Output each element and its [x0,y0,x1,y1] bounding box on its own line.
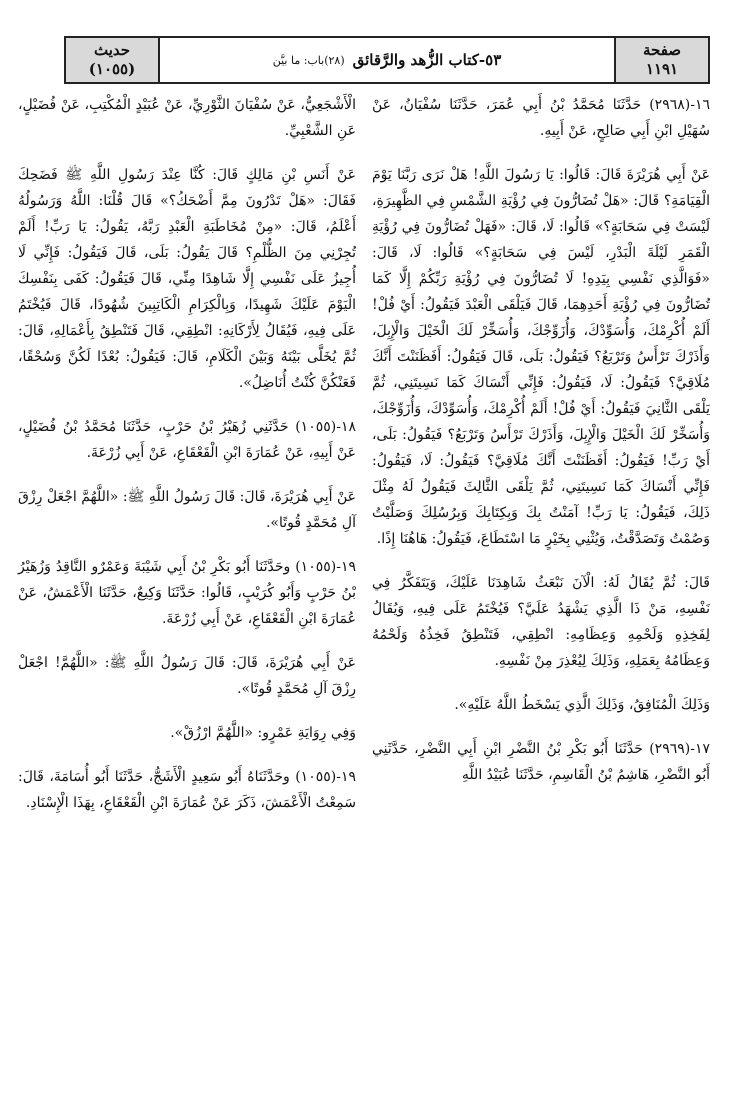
hadith-text: قَالَ: ثُمَّ يُقَالُ لَهُ: الْآنَ نَبْعَثُ شَاهِدَنَا عَلَيْكَ، وَيَتَفَكَّرُ فِي نَفْسِهِ، مَنْ ذَا الَّذِي يَشْهَدُ عَلَيَّ؟ فَيُخْتَمُ عَلَى فِيهِ، وَيُقَالُ لِفَخِذِهِ وَلَحْمِهِ وَعِظَامِهِ: انْطِقِي، فَتَنْطِقُ فَخِذُهُ وَلَحْمُهُ وَعِظَامُهُ بِعَمَلِهِ، وَذَلِكَ لِيُعْذِرَ مِنْ نَفْسِهِ. [372,575,710,669]
chapter-title: (٢٨)باب: ما بيَّن [272,53,345,67]
hadith-number-box [66,38,160,82]
left-column [18,92,356,834]
header-title [160,38,614,82]
hadith-isnad: الْأَشْجَعِيُّ، عَنْ سُفْيَانَ الثَّوْرِيِّ، عَنْ عُبَيْدٍ الْمُكْتِبِ، عَنْ فُضَيْلٍ، عَنِ الشَّعْبِيِّ. [18,97,356,139]
hadith-text: وَذَلِكَ الْمُنَافِقُ، وَذَلِكَ الَّذِي يَسْخَطُ اللَّهُ عَلَيْهِ». [454,697,710,713]
hadith-text: عَنْ أَبِي هُرَيْرَةَ قَالَ: قَالُوا: يَا رَسُولَ اللَّهِ! هَلْ نَرَى رَبَّنَا يَوْمَ الْقِيَامَةِ؟ قَالَ: «هَلْ تُضَارُّونَ فِي رُؤْيَةِ الشَّمْسِ فِي الظَّهِيرَةِ، لَيْسَتْ فِي سَحَابَةٍ؟» قَالُوا: لَا، قَالَ: «فَهَلْ تُضَارُّونَ فِي رُؤْيَةِ الْقَمَرِ لَيْلَةَ الْبَدْرِ، لَيْسَ فِي سَحَابَةٍ؟» قَالُوا: لَا، قَالَ: «فَوَالَّذِي نَفْسِي بِيَدِهِ! لَا تُضَارُّونَ فِي رُؤْيَةِ رَبِّكُمْ إِلَّا كَمَا تُضَارُّونَ فِي رُؤْيَةِ أَحَدِهِمَا، قَالَ فَيَلْقَى الْعَبْدَ فَيَقُولُ: أَيْ فُلْ! أَلَمْ أُكْرِمْكَ، وَأُسَوِّدْكَ، وَأُزَوِّجْكَ، وَأُسَخِّرْ لَكَ الْخَيْلَ وَالْإِبِلَ، وَأَذَرْكَ تَرْأَسُ وَتَرْبَعُ؟ فَيَقُولُ: بَلَى، قَالَ فَيَقُولُ: أَفَظَنَنْتَ أَنَّكَ مُلَاقِيَّ؟ فَيَقُولُ: لَا، فَيَقُولُ: فَإِنِّي أَنْسَاكَ كَمَا نَسِيتَنِي، ثُمَّ يَلْقَى الثَّانِيَ فَيَقُولُ: أَيْ فُلْ! أَلَمْ أُكْرِمْكَ، وَأُسَوِّدْكَ، وَأُزَوِّجْكَ، وَأُسَخِّرْ لَكَ الْخَيْلَ وَالْإِبِلَ، وَأَذَرْكَ تَرْأَسُ وَتَرْبَعُ؟ فَيَقُولُ: بَلَى، أَيْ رَبِّ! فَيَقُولُ: أَفَظَنَنْتَ أَنَّكَ مُلَاقِيَّ؟ فَيَقُولُ: لَا، فَيَقُولُ: فَإِنِّي أَنْسَاكَ كَمَا نَسِيتَنِي، ثُمَّ يَلْقَى الثَّالِثَ فَيَقُولُ لَهُ مِثْلَ ذَلِكَ، فَيَقُولُ: يَا رَبِّ! آمَنْتُ بِكَ وَبِكِتَابِكَ وَبِرُسُلِكَ وَصَلَّيْتُ وَصُمْتُ وَتَصَدَّقْتُ، وَيُثْنِي بِخَيْرٍ مَا اسْتَطَاعَ، فَيَقُولُ: هَاهُنَا إِذًا. [372,167,710,547]
hadith-number: (١٠٥٥) [88,60,136,78]
hadith-isnad: ١٩-(١٠٥٥) وحَدَّثَنَا أَبُو بَكْرِ بْنُ أَبِي شَيْبَةَ وَعَمْرٌو النَّاقِدُ وَزُهَيْرُ بْنُ حَرْبٍ وَأَبُو كُرَيْبٍ، قَالُوا: حَدَّثَنَا وَكِيعٌ، حَدَّثَنَا الْأَعْمَشُ، عَنْ عُمَارَةَ ابْنِ الْقَعْقَاعِ، عَنْ أَبِي زُرْعَةَ. [18,559,356,627]
hadith-text: عَنْ أَنَسِ بْنِ مَالِكٍ قَالَ: كُنَّا عِنْدَ رَسُولِ اللَّهِ ﷺ فَضَحِكَ فَقَالَ: «هَلْ تَدْرُونَ مِمَّ أَضْحَكُ؟» قَالَ قُلْنَا: اللَّهُ وَرَسُولُهُ أَعْلَمُ، قَالَ: «مِنْ مُخَاطَبَةِ الْعَبْدِ رَبَّهُ، يَقُولُ: يَا رَبِّ! أَلَمْ تُجِرْنِي مِنَ الظُّلْمِ؟ قَالَ يَقُولُ: بَلَى، قَالَ فَيَقُولُ: فَإِنِّي لَا أُجِيزُ عَلَى نَفْسِي إِلَّا شَاهِدًا مِنِّي، قَالَ فَيَقُولُ: كَفَى بِنَفْسِكَ الْيَوْمَ عَلَيْكَ شَهِيدًا، وَبِالْكِرَامِ الْكَاتِبِينَ شُهُودًا، قَالَ فَيُخْتَمُ عَلَى فِيهِ، فَيُقَالُ لِأَرْكَانِهِ: انْطِقِي، قَالَ فَتَنْطِقُ بِأَعْمَالِهِ، قَالَ: ثُمَّ يُخَلَّى بَيْنَهُ وَبَيْنَ الْكَلَامِ، قَالَ: فَيَقُولُ: بُعْدًا لَكُنَّ وَسُحْقًا، فَعَنْكُنَّ كُنْتُ أُنَاضِلُ». [18,167,356,391]
hadith-label: حديث [93,41,131,59]
right-column [372,92,710,806]
hadith-isnad: ١٩-(١٠٥٥) وحَدَّثَنَاهُ أَبُو سَعِيدٍ الْأَشَجُّ، حَدَّثَنَا أَبُو أُسَامَةَ، قَالَ: سَمِعْتُ الْأَعْمَشَ، ذَكَرَ عَنْ عُمَارَةَ ابْنِ الْقَعْقَاعِ، بِهَذَا الْإِسْنَادِ. [18,769,356,811]
hadith-isnad: ١٧-(٢٩٦٩) حَدَّثَنَا أَبُو بَكْرِ بْنُ النَّضْرِ ابْنِ أَبِي النَّضْرِ، حَدَّثَنِي أَبُو النَّضْرِ، هَاشِمُ بْنُ الْقَاسِمِ، حَدَّثَنَا عُبَيْدُ اللَّهِ [372,741,710,783]
page-number-box [614,38,708,82]
hadith-text: عَنْ أَبِي هُرَيْرَةَ، قَالَ: قَالَ رَسُولُ اللَّهِ ﷺ: «اللَّهُمَّ! اجْعَلْ رِزْقَ آلِ مُحَمَّدٍ قُوتًا». [18,655,356,697]
page-label: صفحة [642,41,682,59]
riwaya-note: وَفِي رِوَايَةِ عَمْرٍو: «اللَّهُمَّ ارْزُقْ». [170,725,356,741]
page-header [64,36,710,84]
hadith-isnad: ١٨-(١٠٥٥) حَدَّثَنِي زُهَيْرُ بْنُ حَرْبٍ، حَدَّثَنَا مُحَمَّدُ بْنُ فُضَيْلٍ، عَنْ أَبِيهِ، عَنْ عُمَارَةَ ابْنِ الْقَعْقَاعِ، عَنْ أَبِي زُرْعَةَ. [18,419,356,461]
page-number: ١١٩١ [645,60,679,78]
hadith-text: عَنْ أَبِي هُرَيْرَةَ، قَالَ: قَالَ رَسُولُ اللَّهِ ﷺ: «اللَّهُمَّ اجْعَلْ رِزْقَ آلِ مُحَمَّدٍ قُوتًا». [18,489,356,531]
hadith-isnad: ١٦-(٢٩٦٨) حَدَّثَنَا مُحَمَّدُ بْنُ أَبِي عُمَرَ، حَدَّثَنَا سُفْيَانُ، عَنْ سُهَيْلِ ابْنِ أَبِي صَالِحٍ، عَنْ أَبِيهِ. [372,97,710,139]
book-title: ٥٣-كتاب الزُّهد والرَّقائق [352,51,502,69]
